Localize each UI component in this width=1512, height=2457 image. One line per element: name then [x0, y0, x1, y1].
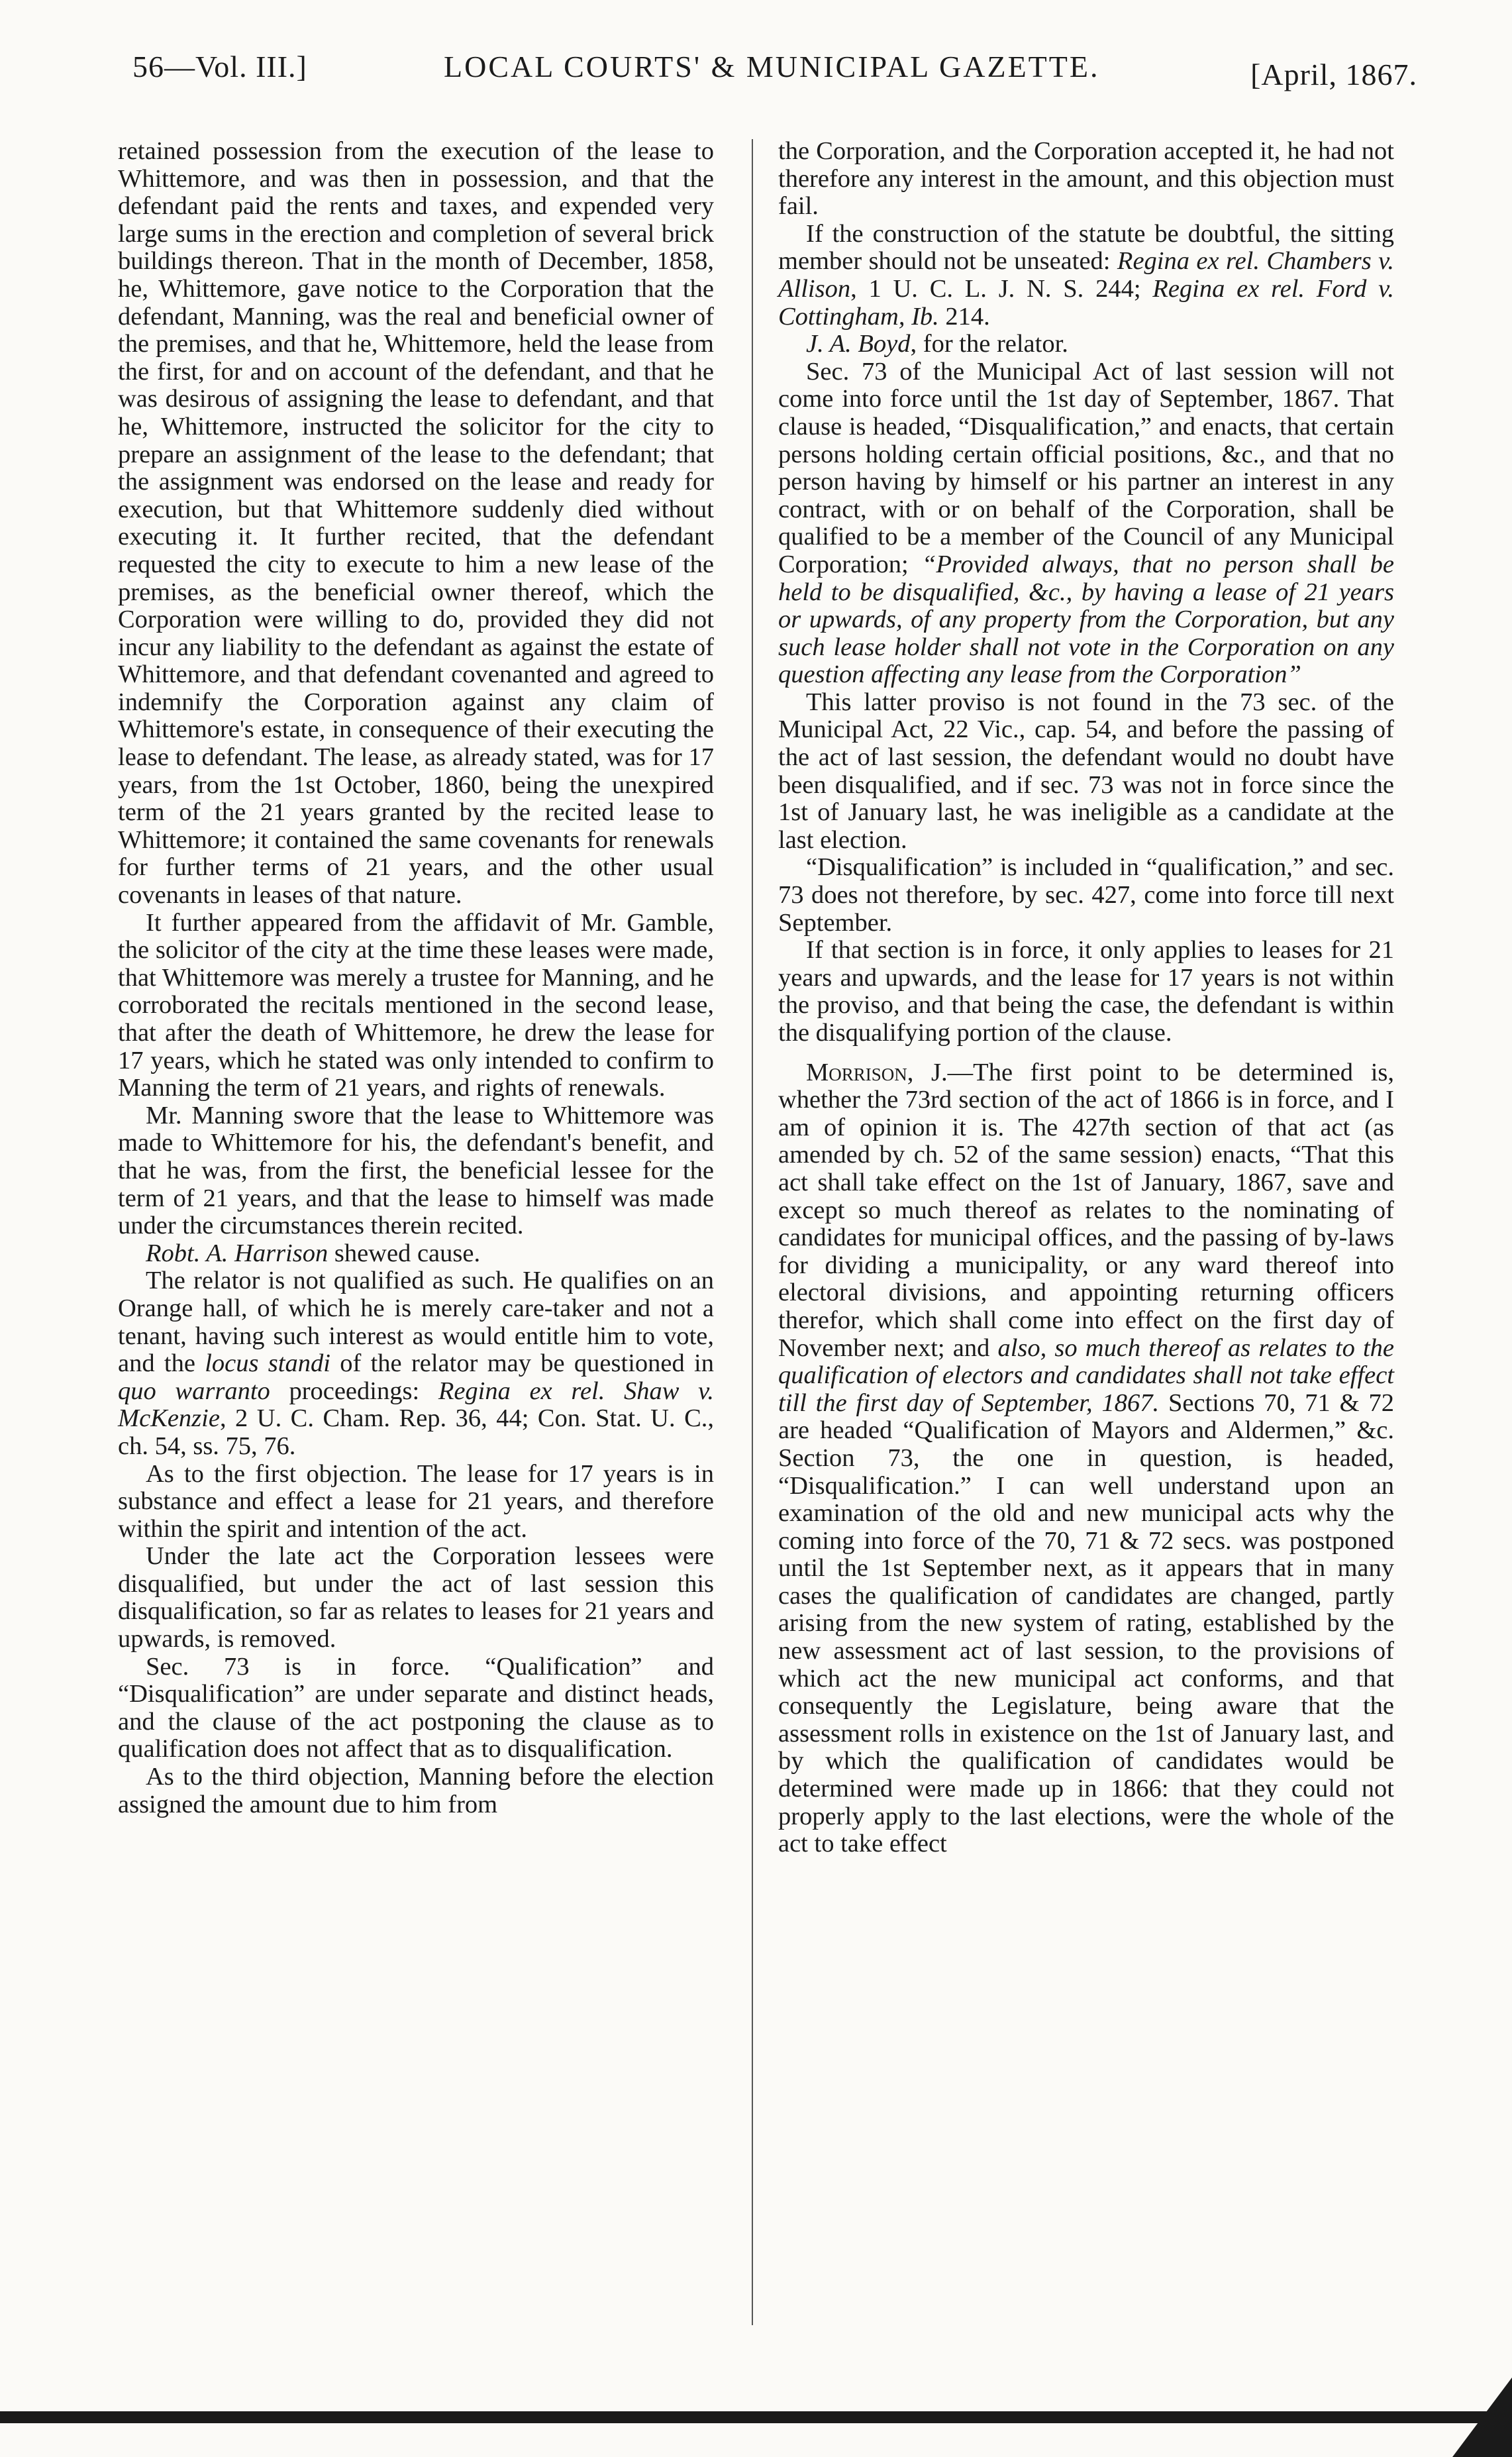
text-run: proceedings: — [270, 1377, 438, 1405]
case-citation: Regina ex rel. Shaw v. McKenzie — [118, 1377, 714, 1433]
page-corner-shadow — [1452, 2378, 1512, 2457]
italic-run: also, so much thereof as relates to the qualification of electors and candidates shall not take effect till the first day of September, 1867. — [778, 1333, 1394, 1417]
left-paragraph: retained possession from the execution of the lease to Whittemore, and was then in possession, and that the defendant paid the rents and taxes, and expended very large sums in the erection and completion of several brick buildings thereon. That in the month of December, 1858, he, Whittemore, gave notice to the Corporation that the defendant, Manning, was the real and beneficial owner of the premises, and that he, Whittemore, held the lease from the first, for and on account of the defendant, and that he was desirous of assigning the lease to defendant, and that he, Whittemore, instructed the solicitor for the city to prepare an assignment of the lease to the defendant; that the assignment was endorsed on the lease and ready for execution, but that Whittemore suddenly died without executing it. It further recited, that the defendant requested the city to execute to him a new lease of the premises, as the beneficial owner thereof, which the Corporation were willing to do, provided they did not incur any liability to the defendant as against the estate of Whittemore, and that defendant covenanted and agreed to indemnify the Corporation against any claim of Whittemore's estate, in consequence of their executing the lease to defendant. The lease, as already stated, was for 17 years, from the 1st October, 1860, being the unexpired term of the 21 years granted by the recited lease to Whittemore; it contained the same covenants for renewals for further terms of 21 years, and the other usual covenants in leases of that nature. — [118, 137, 714, 910]
right-paragraph: If that section is in force, it only applies to leases for 21 years and upwards, and the lease for 17 years is not within the proviso, and that being the case, the defendant is within the disqualifying portion of the clause. — [778, 936, 1394, 1047]
text-run: The relator is not qualified as such. He qualifies on an Orange hall, of which he is merely care-taker and not a tenant, having such interest as would entitle him to vote, and the — [118, 1267, 714, 1378]
right-paragraph: “Disqualification” is included in “qualification,” and sec. 73 does not therefore, by sec. 427, come into force till next September. — [778, 853, 1394, 937]
statute-proviso: “Provided always, that no person shall be held to be disqualified, &c., by having a lease of 21 years or upwards, of any property from the Corporation, but any such lease holder shall not vote in the Corporation on any question affecting any lease from the Corporation” — [778, 550, 1395, 689]
left-paragraph — [118, 1267, 714, 1460]
case-citation: Regina ex rel. Ford v. Cottingham, Ib. — [778, 274, 1394, 331]
counsel-text: shewed cause. — [328, 1239, 481, 1267]
page-bottom-edge — [0, 2411, 1512, 2423]
left-paragraph: It further appeared from the affidavit of Mr. Gamble, the solicitor of the city at the time these leases were made, that Whittemore was merely a trustee for Manning, and he corroborated the recitals mentioned in the second lease, that after the death of Whittemore, he drew the lease for 17 years, which he stated was only intended to confirm to Manning the term of 21 years, and rights of renewals. — [118, 908, 714, 1102]
left-column — [118, 138, 714, 1818]
judge-name: Morrison, J. — [806, 1058, 948, 1086]
right-paragraph — [778, 221, 1394, 331]
text-run: If the construction of the statute be doubtful, the sitting member should not be unseated: — [778, 219, 1394, 276]
counsel-name: J. A. Boyd — [806, 330, 911, 358]
page-header — [132, 40, 1417, 93]
right-paragraph: This latter proviso is not found in the 73 sec. of the Municipal Act, 22 Vic., cap. 54, and before the passing of the act of last session, the defendant would no doubt have been disqualified, and if sec. 73 was not in force since the 1st of January last, he was ineligible as a candidate at the last election. — [778, 688, 1394, 854]
left-paragraph: As to the first objection. The lease for 17 years is in substance and effect a lease for 21 years, and therefore within the spirit and intention of the act. — [118, 1459, 714, 1543]
right-column — [778, 138, 1394, 1858]
text-run: , 1 U. C. L. J. N. S. 244; — [850, 274, 1153, 303]
case-citation: Regina ex rel. Chambers v. Allison — [778, 247, 1394, 303]
counsel-paragraph — [778, 331, 1394, 358]
issue-date: [April, 1867. — [1250, 58, 1417, 91]
italic-run: locus standi — [205, 1349, 330, 1378]
left-paragraph: As to the third objection, Manning before the election assigned the amount due to him from — [118, 1763, 714, 1818]
text-run: Sections 70, 71 & 72 are headed “Qualification of Mayors and Aldermen,” &c. Section 73, the one in question, is headed, “Disqualification.” I can well understand upon an examination of the old and new municipal acts why the coming into force of the 70, 71 & 72 secs. was postponed until the 1st September next, as it appears that in many cases the qualification of candidates are changed, partly arising from the new system of rating, established by the new assessment act of last session, to the provisions of which act the new municipal act conforms, and that consequently the Legislature, being aware that the assessment rolls in existence on the 1st of January last, and by which the qualification of candidates would be determined were made up in 1866: that they could not properly apply to the last elections, were the whole of the act to take effect — [778, 1388, 1394, 1858]
gazette-title: LOCAL COURTS' & MUNICIPAL GAZETTE. — [444, 50, 1100, 83]
counsel-paragraph — [118, 1240, 714, 1268]
page-volume-label: 56—Vol. III.] — [132, 50, 307, 83]
counsel-text: , for the relator. — [910, 330, 1068, 358]
left-paragraph: Mr. Manning swore that the lease to Whittemore was made to Whittemore for his, the defendant's benefit, and that he was, from the first, the beneficial lessee for the term of 21 years, and that the lease to himself was made under the circumstances therein recited. — [118, 1101, 714, 1240]
text-run: 214. — [938, 302, 990, 331]
judgment-paragraph — [778, 1059, 1394, 1858]
counsel-name: Robt. A. Harrison — [146, 1239, 328, 1267]
text-run: Sec. 73 of the Municipal Act of last session will not come into force until the 1st day of September, 1867. That clause is headed, “Disqualification,” and enacts, that certain persons holding certain official positions, &c., and that no person having by himself or his partner an interest in any contract, with or on behalf of the Corporation, shall be qualified to be a member of the Council of any Municipal Corporation; — [778, 357, 1394, 578]
column-divider — [752, 139, 753, 2325]
left-paragraph: Sec. 73 is in force. “Qualification” and “Disqualification” are under separate and distinct heads, and the clause of the act postponing the clause as to qualification does not affect that as to disqualification. — [118, 1652, 714, 1763]
italic-run: quo warranto — [118, 1377, 270, 1405]
right-paragraph — [778, 358, 1394, 689]
text-run: , 2 U. C. Cham. Rep. 36, 44; Con. Stat. U. C., ch. 54, ss. 75, 76. — [118, 1404, 714, 1460]
right-paragraph: the Corporation, and the Corporation accepted it, he had not therefore any interest in the amount, and this objection must fail. — [778, 137, 1394, 221]
left-paragraph: Under the late act the Corporation lessees were disqualified, but under the act of last session this disqualification, so far as relates to leases for 21 years and upwards, is removed. — [118, 1542, 714, 1653]
text-run: —The first point to be determined is, whether the 73rd section of the act of 1866 is in force, and I am of opinion it is. The 427th section of that act (as amended by ch. 52 of the same session) enacts, “That this act shall take effect on the 1st of January, 1867, save and except so much thereof as relates to the nominating of candidates for municipal offices, and the passing of by-laws for dividing a municipality, or any ward thereof into electoral divisions, and appointing returning officers therefor, which shall come into effect on the first day of November next; and — [778, 1058, 1394, 1362]
text-run: of the relator may be questioned in — [330, 1349, 714, 1378]
